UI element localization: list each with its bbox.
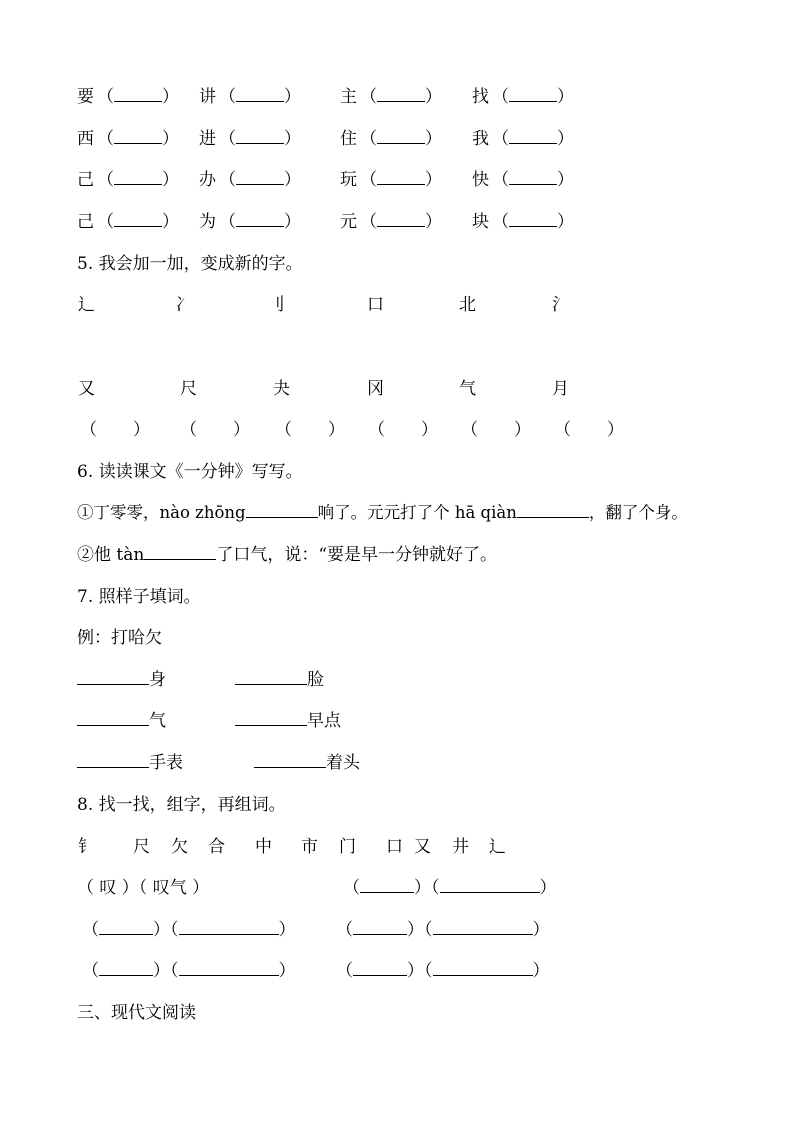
answer-blank[interactable]: （ ） <box>80 420 150 440</box>
radical: 冫 <box>175 295 192 315</box>
char-component: 中 <box>255 837 272 857</box>
word-blank[interactable] <box>77 669 149 685</box>
pinyin-tan: tàn <box>116 545 145 565</box>
char-part: 气 <box>459 379 476 399</box>
example-line: 例：打哈欠 <box>77 628 162 648</box>
word-blank[interactable] <box>246 502 318 518</box>
char-blank[interactable]: （ ） <box>336 920 424 940</box>
word-blank[interactable]: （ ） <box>170 920 296 940</box>
fill-item <box>77 752 183 774</box>
sentence-1-suffix: ，翻了个身。 <box>588 503 688 522</box>
fill-item <box>235 710 341 732</box>
word-blank[interactable]: （ ） <box>219 87 301 107</box>
grid-char: 主 <box>340 87 357 107</box>
fill-item <box>77 710 166 732</box>
char-blank[interactable]: （ ） <box>82 961 170 981</box>
answer-blank[interactable]: （ ） <box>180 420 250 440</box>
answer-blank[interactable]: （ ） <box>275 420 345 440</box>
grid-char: 西 <box>77 129 94 149</box>
char-component: 又 <box>414 837 431 857</box>
word-blank[interactable]: （ ） <box>360 212 442 232</box>
radical: 北 <box>459 295 476 315</box>
char-blank[interactable]: （ ） <box>343 878 431 898</box>
pinyin-naozhong: nào zhōng <box>159 503 246 522</box>
char-component: 门 <box>339 837 356 857</box>
exercise-8-title: 8. 找一找，组字，再组词。 <box>77 795 286 815</box>
grid-char: 块 <box>472 212 489 232</box>
char-component: 井 <box>452 837 469 857</box>
word-blank[interactable] <box>77 710 149 726</box>
word-blank[interactable] <box>77 752 149 768</box>
word-blank[interactable]: （ ） <box>97 212 179 232</box>
fill-item-suffix: 早点 <box>307 711 341 731</box>
exercise-5-title: 5. 我会加一加，变成新的字。 <box>77 254 303 274</box>
fill-item <box>235 669 324 691</box>
word-blank[interactable]: （ ） <box>431 878 557 898</box>
grid-char: 住 <box>340 129 357 149</box>
sentence-1-prefix: ①丁零零， <box>77 503 160 522</box>
radical: 氵 <box>552 295 569 315</box>
grid-char: 我 <box>472 129 489 149</box>
answer-blank[interactable]: （ ） <box>554 420 624 440</box>
grid-char: 元 <box>340 212 357 232</box>
char-component: 欠 <box>171 837 188 857</box>
char-part: 尺 <box>180 379 197 399</box>
word-blank[interactable]: （ ） <box>219 129 301 149</box>
grid-char: 玩 <box>340 170 357 190</box>
sentence-2 <box>77 544 497 566</box>
example-answer: （ 叹 ）（ 叹气 ） <box>77 878 210 898</box>
answer-pair <box>336 919 550 941</box>
grid-char: 要 <box>77 87 94 107</box>
answer-pair <box>82 960 296 982</box>
word-blank[interactable]: （ ） <box>360 170 442 190</box>
word-blank[interactable] <box>517 502 589 518</box>
word-blank[interactable]: （ ） <box>97 87 179 107</box>
pinyin-haqian: hā qiàn <box>454 503 517 522</box>
word-blank[interactable]: （ ） <box>492 87 574 107</box>
char-component: 口 <box>386 837 403 857</box>
word-blank[interactable]: （ ） <box>97 170 179 190</box>
answer-pair <box>336 960 550 982</box>
fill-item-suffix: 着头 <box>326 753 360 773</box>
word-blank[interactable]: （ ） <box>219 170 301 190</box>
grid-char: 找 <box>472 87 489 107</box>
word-blank[interactable]: （ ） <box>492 212 574 232</box>
section-3-heading: 三、现代文阅读 <box>77 1003 196 1023</box>
char-blank[interactable]: （ ） <box>82 920 170 940</box>
word-blank[interactable] <box>235 669 307 685</box>
example-char: 叹 <box>99 878 117 898</box>
word-blank[interactable]: （ ） <box>424 920 550 940</box>
char-component: 尺 <box>133 837 150 857</box>
fill-item-suffix: 手表 <box>149 753 183 773</box>
word-blank[interactable]: （ ） <box>219 212 301 232</box>
radical: 辶 <box>78 295 95 315</box>
grid-char: 办 <box>199 170 216 190</box>
grid-char: 进 <box>199 129 216 149</box>
answer-pair <box>343 877 557 899</box>
char-component: 辶 <box>489 837 506 857</box>
radical: 口 <box>367 295 384 315</box>
char-blank[interactable]: （ ） <box>336 961 424 981</box>
word-blank[interactable]: （ ） <box>97 129 179 149</box>
fill-item <box>77 669 166 691</box>
sentence-2-suffix: 了口气，说：“要是早一分钟就好了。 <box>216 545 498 565</box>
word-blank[interactable]: （ ） <box>170 961 296 981</box>
sentence-2-prefix: ②他 <box>77 545 111 565</box>
word-blank[interactable]: （ ） <box>492 170 574 190</box>
word-blank[interactable] <box>235 710 307 726</box>
word-blank[interactable] <box>254 752 326 768</box>
grid-char: 己 <box>77 212 94 232</box>
char-component: 市 <box>301 837 318 857</box>
word-blank[interactable]: （ ） <box>360 129 442 149</box>
fill-item-suffix: 身 <box>149 670 166 690</box>
fill-item-suffix: 脸 <box>307 670 324 690</box>
exercise-6-title: 6. 读读课文《一分钟》写写。 <box>77 462 303 482</box>
word-blank[interactable] <box>144 544 216 560</box>
grid-char: 为 <box>199 212 216 232</box>
char-part: 冈 <box>367 379 384 399</box>
exercise-7-title: 7. 照样子填词。 <box>77 587 201 607</box>
char-part: 月 <box>552 379 569 399</box>
char-component: 钅 <box>78 837 95 857</box>
char-part: 又 <box>78 379 95 399</box>
grid-char: 快 <box>472 170 489 190</box>
sentence-1 <box>77 502 688 524</box>
grid-char: 己 <box>77 170 94 190</box>
char-component: 合 <box>208 837 225 857</box>
answer-pair <box>82 919 296 941</box>
word-blank[interactable]: （ ） <box>424 961 550 981</box>
fill-item-suffix: 气 <box>149 711 166 731</box>
char-part: 夬 <box>273 379 290 399</box>
answer-blank[interactable]: （ ） <box>368 420 438 440</box>
example-word: 叹气 <box>152 878 187 898</box>
radical: 刂 <box>268 295 285 315</box>
answer-blank[interactable]: （ ） <box>461 420 531 440</box>
grid-char: 讲 <box>199 87 216 107</box>
word-blank[interactable]: （ ） <box>492 129 574 149</box>
word-blank[interactable]: （ ） <box>360 87 442 107</box>
sentence-1-mid: 响了。元元打了个 <box>317 503 450 522</box>
fill-item <box>254 752 360 774</box>
